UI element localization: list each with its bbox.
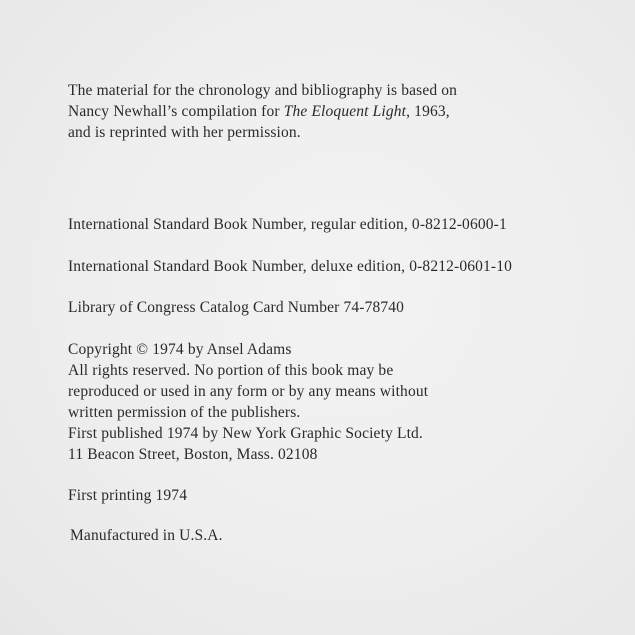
copyright-line-4: written permission of the publishers. bbox=[68, 404, 301, 421]
permission-note bbox=[68, 80, 457, 143]
isbn-regular-edition: International Standard Book Number, regular edition, 0-8212-0600-1 bbox=[68, 216, 507, 233]
permission-note-line-2-start: Nancy Newhall’s compilation for bbox=[68, 103, 284, 120]
copyright-line-1: Copyright © 1974 by Ansel Adams bbox=[68, 341, 292, 358]
printing-line: First printing 1974 bbox=[68, 487, 188, 504]
library-of-congress-number: Library of Congress Catalog Card Number 74-78740 bbox=[68, 299, 405, 316]
copyright-line-3: reproduced or used in any form or by any means without bbox=[68, 383, 429, 400]
permission-note-line-2 bbox=[68, 101, 457, 122]
copyright-line-6: 11 Beacon Street, Boston, Mass. 02108 bbox=[68, 446, 318, 463]
book-title-eloquent-light: The Eloquent Light bbox=[283, 103, 407, 120]
permission-note-line-2-end: , 1963, bbox=[406, 103, 450, 120]
isbn-deluxe-edition: International Standard Book Number, deluxe edition, 0-8212-0601-10 bbox=[68, 258, 513, 275]
permission-note-line-1: The material for the chronology and bibliography is based on bbox=[68, 82, 458, 99]
copyright-line-5: First published 1974 by New York Graphic Society Ltd. bbox=[68, 425, 423, 442]
copyright-line-2: All rights reserved. No portion of this book may be bbox=[68, 362, 394, 379]
manufactured-line: Manufactured in U.S.A. bbox=[70, 527, 223, 544]
permission-note-line-3: and is reprinted with her permission. bbox=[68, 124, 301, 141]
copyright-block bbox=[68, 339, 428, 465]
